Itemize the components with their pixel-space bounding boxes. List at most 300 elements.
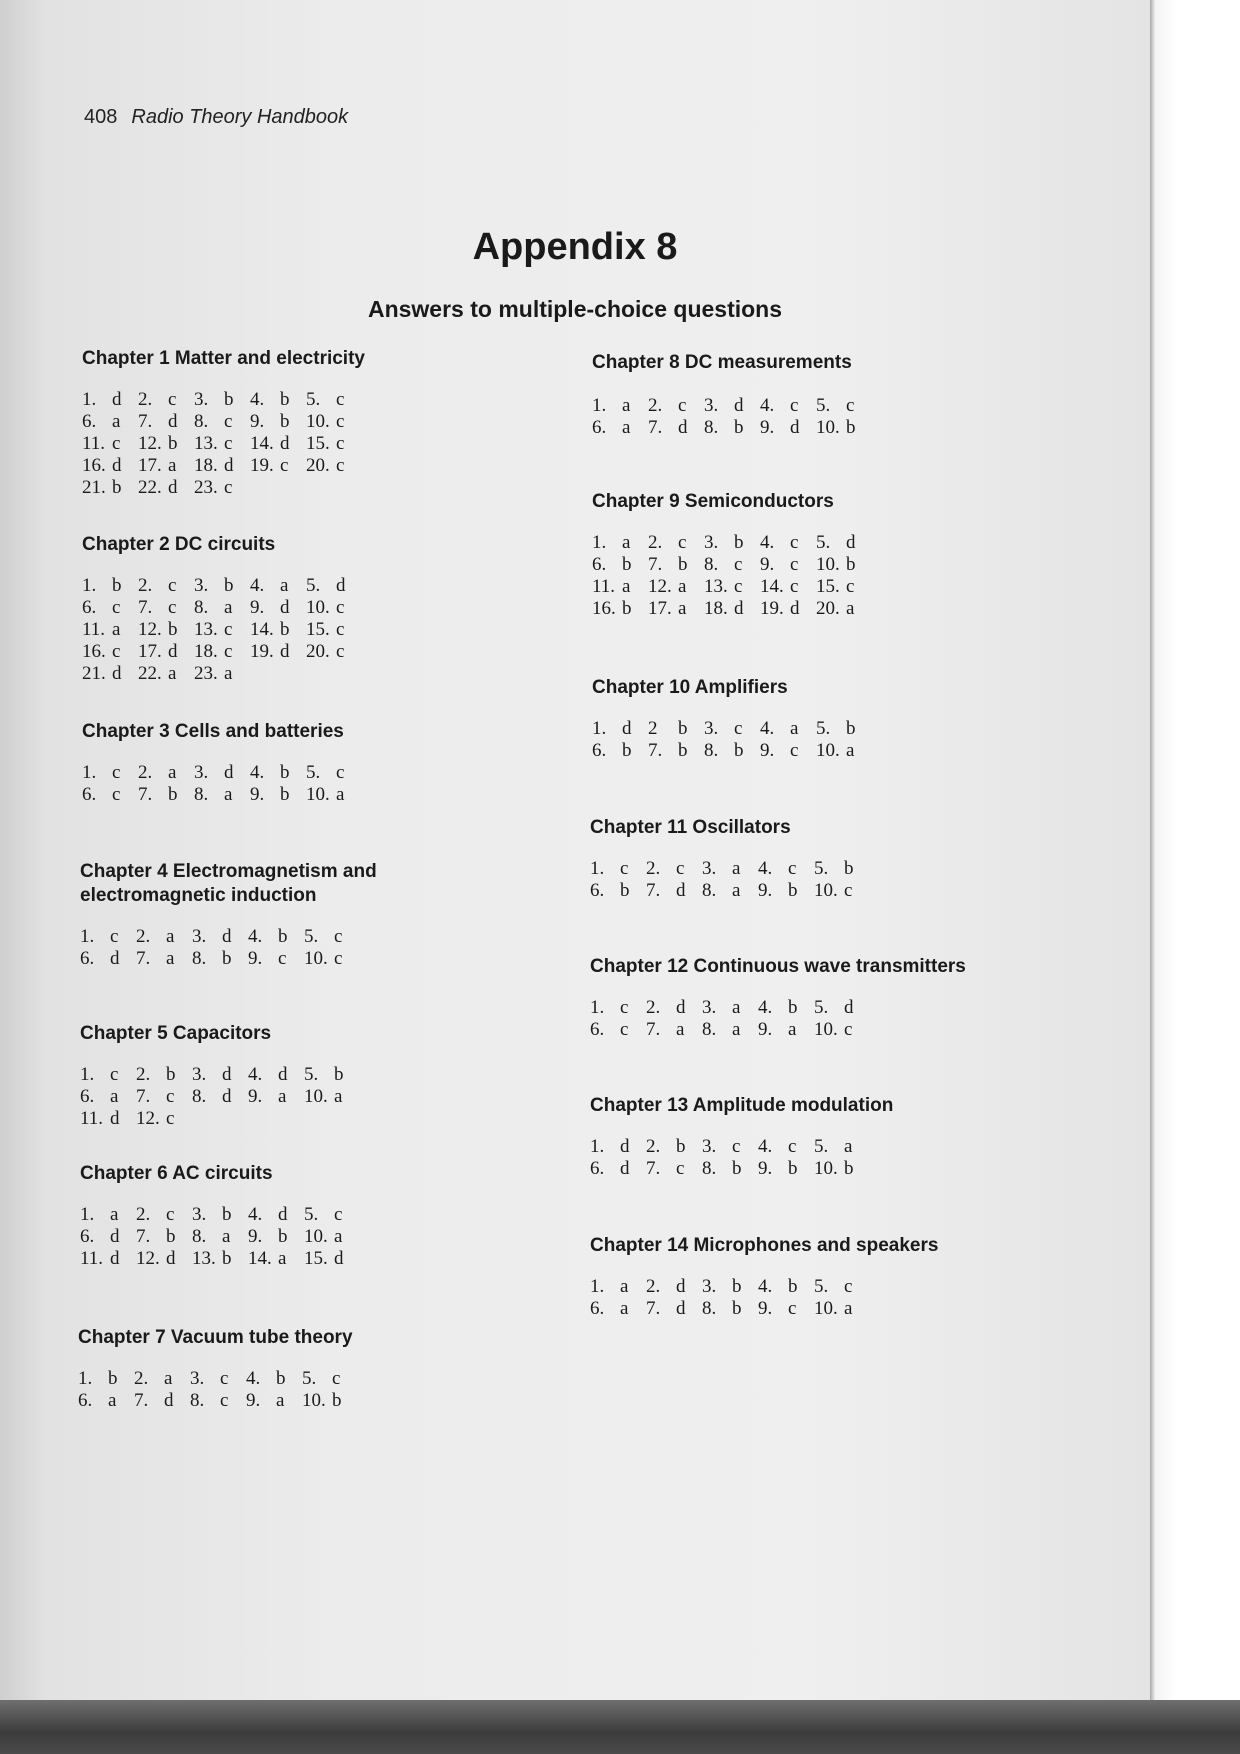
chapter-title: Chapter 13 Amplitude modulation: [590, 1095, 894, 1116]
answer-letter: c: [336, 433, 345, 454]
question-number: 6.: [590, 1158, 605, 1179]
answer-item: [648, 598, 704, 620]
answer-item: [758, 880, 814, 902]
question-number: 17.: [648, 598, 672, 619]
question-number: 10.: [814, 880, 838, 901]
question-number: 10.: [816, 554, 840, 575]
answer-item: [814, 1298, 870, 1320]
page-subtitle: Answers to multiple-choice questions: [367, 296, 783, 322]
question-number: 2.: [138, 762, 153, 783]
question-number: 3.: [192, 1204, 207, 1225]
question-number: 2.: [136, 1204, 151, 1225]
running-header: [84, 106, 348, 129]
question-number: 4.: [760, 718, 775, 739]
answer-letter: c: [336, 411, 345, 432]
answer-letter: a: [622, 395, 631, 416]
answer-letter: c: [788, 1136, 797, 1157]
question-number: 17.: [138, 455, 162, 476]
answer-grid: [82, 389, 365, 499]
chapter-title: Chapter 6 AC circuits: [80, 1163, 273, 1184]
answer-item: [78, 1390, 134, 1412]
question-number: 13.: [704, 576, 728, 597]
answer-item: [760, 718, 816, 740]
answer-letter: c: [790, 395, 799, 416]
answer-item: [194, 619, 250, 641]
answer-letter: b: [788, 997, 798, 1018]
answer-item: [192, 1064, 248, 1086]
answer-letter: b: [622, 598, 632, 619]
question-number: 10.: [306, 597, 330, 618]
answer-letter: c: [112, 433, 121, 454]
answer-item: [138, 641, 194, 663]
answer-letter: d: [110, 948, 120, 969]
answer-item: [304, 948, 360, 970]
answer-item: [758, 997, 814, 1019]
answer-item: [758, 858, 814, 880]
question-number: 18.: [704, 598, 728, 619]
answer-item: [138, 784, 194, 806]
question-number: 5.: [816, 395, 831, 416]
chapter-12-section: [590, 955, 966, 1041]
chapter-14-section: [590, 1234, 938, 1320]
answer-item: [304, 1064, 360, 1086]
answer-item: [248, 1248, 304, 1270]
question-number: 7.: [138, 784, 153, 805]
answer-item: [648, 576, 704, 598]
question-number: 4.: [758, 997, 773, 1018]
answer-letter: a: [224, 597, 233, 618]
chapter-2-section: [82, 533, 362, 685]
question-number: 11.: [82, 433, 106, 454]
answer-grid: [590, 1276, 938, 1320]
question-number: 1.: [590, 1276, 605, 1297]
question-number: 5.: [302, 1368, 317, 1389]
answer-letter: d: [620, 1158, 630, 1179]
chapter-title: Chapter 9 Semiconductors: [592, 491, 834, 512]
answer-item: [646, 1136, 702, 1158]
answer-item: [138, 597, 194, 619]
answer-grid: [590, 1136, 893, 1180]
answer-letter: c: [844, 1276, 853, 1297]
chapter-10-section: [592, 676, 872, 762]
answer-letter: b: [278, 1226, 288, 1247]
answer-item: [304, 1226, 360, 1248]
question-number: 23.: [194, 663, 218, 684]
answer-item: [306, 784, 362, 806]
question-number: 2.: [138, 389, 153, 410]
answer-letter: d: [224, 762, 234, 783]
question-number: 6.: [82, 784, 97, 805]
answer-letter: b: [280, 762, 290, 783]
answer-grid: [80, 926, 377, 970]
answer-letter: b: [678, 718, 688, 739]
answer-item: [760, 395, 816, 417]
answer-letter: b: [788, 1158, 798, 1179]
answer-letter: d: [222, 1064, 232, 1085]
question-number: 4.: [248, 1204, 263, 1225]
question-number: 1.: [592, 532, 607, 553]
answer-letter: b: [788, 1276, 798, 1297]
question-number: 4.: [248, 1064, 263, 1085]
question-number: 3.: [702, 1276, 717, 1297]
question-number: 10.: [304, 948, 328, 969]
answer-letter: c: [620, 1019, 629, 1040]
chapter-1-section: [82, 347, 365, 499]
answer-item: [816, 532, 872, 554]
question-number: 4.: [758, 1276, 773, 1297]
answer-letter: d: [846, 532, 856, 553]
answer-item: [304, 1204, 360, 1226]
answer-letter: a: [622, 576, 631, 597]
answer-item: [82, 762, 138, 784]
answer-letter: a: [110, 1086, 119, 1107]
answer-item: [704, 598, 760, 620]
question-number: 2.: [646, 1136, 661, 1157]
question-number: 15.: [306, 619, 330, 640]
answer-item: [194, 433, 250, 455]
question-number: 10.: [306, 411, 330, 432]
question-number: 9.: [248, 1086, 263, 1107]
answer-letter: b: [732, 1158, 742, 1179]
answer-letter: c: [734, 718, 743, 739]
question-number: 18.: [194, 641, 218, 662]
answer-letter: c: [336, 762, 345, 783]
answer-item: [814, 1019, 870, 1041]
question-number: 8.: [194, 784, 209, 805]
answer-item: [82, 619, 138, 641]
answer-item: [138, 455, 194, 477]
answer-letter: a: [224, 784, 233, 805]
answer-letter: d: [790, 598, 800, 619]
answer-letter: b: [112, 575, 122, 596]
answer-letter: a: [846, 740, 855, 761]
answer-letter: d: [278, 1204, 288, 1225]
question-number: 5.: [814, 1276, 829, 1297]
answer-letter: d: [280, 433, 290, 454]
answer-letter: a: [676, 1019, 685, 1040]
answer-letter: c: [112, 784, 121, 805]
answer-item: [758, 1276, 814, 1298]
answer-item: [138, 663, 194, 685]
answer-item: [760, 576, 816, 598]
answer-item: [82, 477, 138, 499]
answer-item: [192, 948, 248, 970]
question-number: 14.: [250, 619, 274, 640]
answer-letter: c: [168, 575, 177, 596]
answer-letter: a: [844, 1298, 853, 1319]
answer-item: [704, 532, 760, 554]
question-number: 9.: [248, 948, 263, 969]
answer-item: [192, 926, 248, 948]
question-number: 7.: [646, 1019, 661, 1040]
answer-item: [248, 926, 304, 948]
question-number: 6.: [80, 948, 95, 969]
answer-letter: a: [678, 598, 687, 619]
question-number: 1.: [592, 718, 607, 739]
answer-letter: b: [332, 1390, 342, 1411]
answer-grid: [592, 395, 872, 439]
question-number: 16.: [592, 598, 616, 619]
answer-letter: c: [336, 389, 345, 410]
answer-grid: [80, 1064, 360, 1130]
answer-letter: c: [678, 532, 687, 553]
answer-item: [80, 1226, 136, 1248]
answer-letter: d: [280, 597, 290, 618]
answer-item: [194, 575, 250, 597]
question-number: 5.: [306, 762, 321, 783]
question-number: 9.: [760, 554, 775, 575]
answer-letter: a: [168, 762, 177, 783]
answer-item: [138, 433, 194, 455]
answer-letter: c: [336, 641, 345, 662]
answer-item: [702, 1276, 758, 1298]
question-number: 8.: [192, 1086, 207, 1107]
question-number: 15.: [304, 1248, 328, 1269]
answer-item: [306, 575, 362, 597]
answer-item: [592, 532, 648, 554]
question-number: 6.: [82, 411, 97, 432]
answer-grid: [590, 858, 870, 902]
question-number: 16.: [82, 641, 106, 662]
answer-item: [646, 1158, 702, 1180]
question-number: 1.: [78, 1368, 93, 1389]
question-number: 7.: [134, 1390, 149, 1411]
answer-letter: b: [734, 740, 744, 761]
answer-letter: a: [336, 784, 345, 805]
question-number: 12.: [138, 433, 162, 454]
question-number: 8.: [702, 1298, 717, 1319]
answer-item: [250, 411, 306, 433]
question-number: 7.: [138, 411, 153, 432]
answer-letter: b: [620, 880, 630, 901]
answer-letter: a: [222, 1226, 231, 1247]
chapter-title: Chapter 5 Capacitors: [80, 1023, 272, 1044]
answer-item: [250, 619, 306, 641]
answer-item: [814, 1276, 870, 1298]
answer-item: [816, 576, 872, 598]
facing-page-edge: [1150, 0, 1240, 1700]
answer-item: [190, 1390, 246, 1412]
question-number: 2.: [648, 532, 663, 553]
answer-letter: a: [334, 1086, 343, 1107]
answer-item: [704, 395, 760, 417]
answer-item: [646, 1276, 702, 1298]
answer-grid: [82, 762, 362, 806]
question-number: 4.: [250, 389, 265, 410]
answer-letter: d: [110, 1248, 120, 1269]
question-number: 11.: [80, 1108, 104, 1129]
answer-item: [80, 948, 136, 970]
answer-letter: a: [334, 1226, 343, 1247]
answer-letter: a: [166, 926, 175, 947]
question-number: 7.: [136, 1226, 151, 1247]
answer-letter: c: [112, 641, 121, 662]
answer-letter: c: [788, 858, 797, 879]
answer-item: [648, 417, 704, 439]
chapter-7-section: [78, 1326, 358, 1412]
question-number: 8.: [702, 1158, 717, 1179]
answer-letter: b: [166, 1226, 176, 1247]
question-number: 21.: [82, 477, 106, 498]
question-number: 9.: [250, 411, 265, 432]
answer-letter: a: [278, 1086, 287, 1107]
answer-letter: a: [620, 1276, 629, 1297]
answer-letter: c: [166, 1204, 175, 1225]
answer-item: [136, 1204, 192, 1226]
answer-item: [648, 532, 704, 554]
question-number: 8.: [704, 554, 719, 575]
answer-letter: d: [334, 1248, 344, 1269]
answer-letter: c: [166, 1086, 175, 1107]
question-number: 2.: [646, 997, 661, 1018]
answer-letter: d: [110, 1226, 120, 1247]
answer-letter: b: [222, 948, 232, 969]
answer-letter: c: [280, 455, 289, 476]
answer-item: [136, 1086, 192, 1108]
answer-item: [194, 641, 250, 663]
answer-letter: a: [168, 455, 177, 476]
question-number: 6.: [592, 554, 607, 575]
question-number: 13.: [192, 1248, 216, 1269]
answer-item: [816, 598, 872, 620]
answer-letter: b: [276, 1368, 286, 1389]
answer-item: [250, 455, 306, 477]
question-number: 7.: [136, 948, 151, 969]
answer-item: [592, 718, 648, 740]
answer-item: [192, 1248, 248, 1270]
answer-item: [592, 576, 648, 598]
answer-item: [134, 1368, 190, 1390]
question-number: 13.: [194, 433, 218, 454]
question-number: 3.: [702, 1136, 717, 1157]
question-number: 14.: [248, 1248, 272, 1269]
answer-letter: b: [112, 477, 122, 498]
answer-item: [246, 1368, 302, 1390]
answer-letter: c: [110, 926, 119, 947]
answer-item: [194, 784, 250, 806]
answer-letter: c: [732, 1136, 741, 1157]
answer-letter: c: [790, 554, 799, 575]
answer-letter: a: [788, 1019, 797, 1040]
answer-grid: [82, 575, 362, 685]
answer-letter: d: [168, 641, 178, 662]
answer-item: [760, 417, 816, 439]
answer-item: [82, 575, 138, 597]
question-number: 5.: [814, 1136, 829, 1157]
answer-item: [80, 1108, 136, 1130]
question-number: 15.: [306, 433, 330, 454]
question-number: 15.: [816, 576, 840, 597]
answer-item: [306, 641, 362, 663]
answer-letter: c: [224, 641, 233, 662]
answer-item: [192, 1204, 248, 1226]
question-number: 12.: [136, 1108, 160, 1129]
chapter-title: Chapter 7 Vacuum tube theory: [78, 1327, 353, 1348]
question-number: 8.: [194, 597, 209, 618]
question-number: 12.: [648, 576, 672, 597]
question-number: 1.: [590, 997, 605, 1018]
question-number: 19.: [760, 598, 784, 619]
answer-item: [590, 858, 646, 880]
answer-item: [80, 926, 136, 948]
answer-letter: b: [166, 1064, 176, 1085]
answer-letter: a: [112, 411, 121, 432]
answer-item: [80, 1064, 136, 1086]
answer-letter: a: [276, 1390, 285, 1411]
answer-item: [760, 554, 816, 576]
answer-letter: c: [112, 597, 121, 618]
answer-letter: b: [168, 784, 178, 805]
answer-letter: b: [280, 389, 290, 410]
answer-item: [704, 718, 760, 740]
answer-letter: d: [164, 1390, 174, 1411]
question-number: 8.: [190, 1390, 205, 1411]
answer-item: [704, 554, 760, 576]
question-number: 10.: [816, 740, 840, 761]
answer-item: [592, 554, 648, 576]
answer-letter: d: [336, 575, 346, 596]
question-number: 9.: [248, 1226, 263, 1247]
answer-letter: d: [112, 663, 122, 684]
answer-letter: d: [166, 1248, 176, 1269]
question-number: 6.: [78, 1390, 93, 1411]
question-number: 9.: [760, 417, 775, 438]
answer-letter: c: [676, 858, 685, 879]
question-number: 3.: [704, 395, 719, 416]
answer-letter: a: [280, 575, 289, 596]
answer-item: [758, 1136, 814, 1158]
question-number: 1.: [590, 858, 605, 879]
answer-item: [590, 1276, 646, 1298]
question-number: 9.: [758, 1019, 773, 1040]
question-number: 16.: [82, 455, 106, 476]
answer-item: [816, 740, 872, 762]
answer-item: [136, 948, 192, 970]
answer-letter: c: [332, 1368, 341, 1389]
answer-item: [82, 597, 138, 619]
answer-item: [702, 1136, 758, 1158]
question-number: 4.: [760, 395, 775, 416]
answer-item: [646, 1298, 702, 1320]
answer-letter: c: [334, 1204, 343, 1225]
answer-letter: a: [732, 880, 741, 901]
answer-item: [816, 718, 872, 740]
answer-item: [702, 997, 758, 1019]
question-number: 2.: [134, 1368, 149, 1389]
answer-item: [816, 395, 872, 417]
answer-letter: c: [168, 597, 177, 618]
answer-item: [306, 762, 362, 784]
question-number: 3.: [704, 718, 719, 739]
answer-letter: a: [620, 1298, 629, 1319]
answer-grid: [78, 1368, 358, 1412]
answer-letter: d: [112, 389, 122, 410]
answer-item: [248, 1086, 304, 1108]
answer-item: [814, 880, 870, 902]
answer-letter: a: [622, 417, 631, 438]
answer-item: [306, 411, 362, 433]
answer-item: [302, 1368, 358, 1390]
answer-letter: d: [676, 1298, 686, 1319]
question-number: 14.: [250, 433, 274, 454]
question-number: 4.: [760, 532, 775, 553]
answer-letter: b: [278, 926, 288, 947]
answer-item: [194, 762, 250, 784]
question-number: 8.: [702, 1019, 717, 1040]
question-number: 3.: [702, 997, 717, 1018]
question-number: 7.: [136, 1086, 151, 1107]
question-number: 6.: [592, 417, 607, 438]
